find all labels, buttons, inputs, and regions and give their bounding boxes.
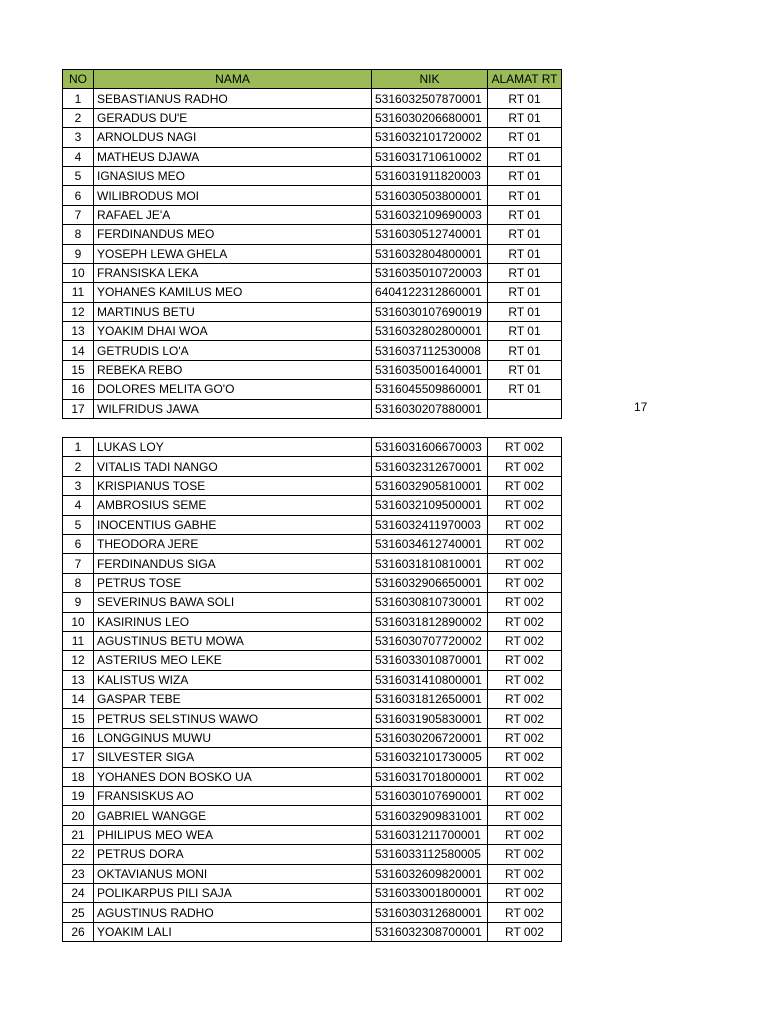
row-nama: ARNOLDUS NAGI — [94, 128, 372, 147]
row-nama: REBEKA REBO — [94, 360, 372, 379]
table-row — [63, 883, 562, 902]
table-row — [63, 205, 562, 224]
row-nik: 5316031410800001 — [372, 670, 488, 689]
row-alamat-rt: RT 002 — [488, 515, 562, 534]
row-no: 21 — [63, 825, 94, 844]
row-no: 4 — [63, 147, 94, 166]
row-nik: 5316032308700001 — [372, 922, 488, 941]
row-nama: GETRUDIS LO'A — [94, 341, 372, 360]
row-nik: 5316032101730005 — [372, 748, 488, 767]
table-row — [63, 651, 562, 670]
row-no: 23 — [63, 864, 94, 883]
table-row — [63, 341, 562, 360]
row-no: 13 — [63, 322, 94, 341]
row-no: 20 — [63, 806, 94, 825]
row-nama: VITALIS TADI NANGO — [94, 457, 372, 476]
row-nama: ASTERIUS MEO LEKE — [94, 651, 372, 670]
row-nik: 5316032609820001 — [372, 864, 488, 883]
row-no: 13 — [63, 670, 94, 689]
row-nik: 5316045509860001 — [372, 380, 488, 399]
row-alamat-rt: RT 01 — [488, 108, 562, 127]
table-row — [63, 864, 562, 883]
row-nik: 5316037112530008 — [372, 341, 488, 360]
table-row — [63, 457, 562, 476]
row-nama: WILFRIDUS JAWA — [94, 399, 372, 418]
row-nik: 5316032507870001 — [372, 89, 488, 108]
row-alamat-rt: RT 01 — [488, 186, 562, 205]
header-nik: NIK — [372, 70, 488, 89]
row-no: 12 — [63, 302, 94, 321]
table-row — [63, 302, 562, 321]
table-row — [63, 709, 562, 728]
row-no: 10 — [63, 263, 94, 282]
row-nama: MARTINUS BETU — [94, 302, 372, 321]
table-row — [63, 89, 562, 108]
row-no: 11 — [63, 283, 94, 302]
rt002-table — [62, 437, 562, 942]
row-nama: POLIKARPUS PILI SAJA — [94, 883, 372, 902]
row-nama: YOSEPH LEWA GHELA — [94, 244, 372, 263]
table-row — [63, 225, 562, 244]
row-no: 4 — [63, 496, 94, 515]
table-row — [63, 360, 562, 379]
row-nik: 5316030312680001 — [372, 903, 488, 922]
row-nik: 5316031606670003 — [372, 438, 488, 457]
row-nama: THEODORA JERE — [94, 534, 372, 553]
row-alamat-rt: RT 01 — [488, 360, 562, 379]
row-alamat-rt: RT 01 — [488, 166, 562, 185]
header-row — [63, 70, 562, 89]
row-nik: 5316030107690001 — [372, 787, 488, 806]
table-row — [63, 263, 562, 282]
row-nik: 5316030207880001 — [372, 399, 488, 418]
table-row — [63, 128, 562, 147]
row-nama: PETRUS TOSE — [94, 573, 372, 592]
row-no: 10 — [63, 612, 94, 631]
row-nama: SEBASTIANUS RADHO — [94, 89, 372, 108]
row-no: 2 — [63, 457, 94, 476]
row-nik: 5316031911820003 — [372, 166, 488, 185]
row-no: 14 — [63, 690, 94, 709]
table-row — [63, 399, 562, 418]
row-alamat-rt: RT 01 — [488, 147, 562, 166]
row-nama: OKTAVIANUS MONI — [94, 864, 372, 883]
row-no: 15 — [63, 360, 94, 379]
table-row — [63, 728, 562, 747]
row-nama: IGNASIUS MEO — [94, 166, 372, 185]
row-nik: 5316031701800001 — [372, 767, 488, 786]
row-nama: SILVESTER SIGA — [94, 748, 372, 767]
row-no: 6 — [63, 186, 94, 205]
row-alamat-rt: RT 002 — [488, 767, 562, 786]
row-nik: 5316031812890002 — [372, 612, 488, 631]
row-nama: MATHEUS DJAWA — [94, 147, 372, 166]
row-no: 11 — [63, 631, 94, 650]
row-nama: SEVERINUS BAWA SOLI — [94, 593, 372, 612]
row-nik: 5316033010870001 — [372, 651, 488, 670]
header-alamat-rt: ALAMAT RT — [488, 70, 562, 89]
row-nama: LONGGINUS MUWU — [94, 728, 372, 747]
row-no: 3 — [63, 476, 94, 495]
row-nik: 5316032411970003 — [372, 515, 488, 534]
row-alamat-rt: RT 002 — [488, 612, 562, 631]
row-alamat-rt: RT 002 — [488, 922, 562, 941]
row-no: 8 — [63, 573, 94, 592]
table-row — [63, 515, 562, 534]
row-nik: 5316032312670001 — [372, 457, 488, 476]
table-row — [63, 476, 562, 495]
row-no: 5 — [63, 166, 94, 185]
table-row — [63, 767, 562, 786]
row-alamat-rt: RT 01 — [488, 380, 562, 399]
row-no: 2 — [63, 108, 94, 127]
header-no: NO — [63, 70, 94, 89]
row-no: 19 — [63, 787, 94, 806]
row-alamat-rt: RT 002 — [488, 883, 562, 902]
row-no: 16 — [63, 380, 94, 399]
row-nama: GASPAR TEBE — [94, 690, 372, 709]
row-no: 18 — [63, 767, 94, 786]
row-nik: 5316030707720002 — [372, 631, 488, 650]
row-nik: 5316030206720001 — [372, 728, 488, 747]
row-nama: FRANSISKUS AO — [94, 787, 372, 806]
table-row — [63, 322, 562, 341]
row-alamat-rt: RT 002 — [488, 845, 562, 864]
row-no: 26 — [63, 922, 94, 941]
row-no: 7 — [63, 554, 94, 573]
row-nik: 5316031211700001 — [372, 825, 488, 844]
table-row — [63, 108, 562, 127]
row-no: 15 — [63, 709, 94, 728]
row-alamat-rt: RT 002 — [488, 631, 562, 650]
table-row — [63, 748, 562, 767]
row-no: 7 — [63, 205, 94, 224]
row-nama: LUKAS LOY — [94, 438, 372, 457]
row-no: 12 — [63, 651, 94, 670]
table-row — [63, 806, 562, 825]
row-alamat-rt: RT 01 — [488, 205, 562, 224]
row-alamat-rt: RT 002 — [488, 438, 562, 457]
row-no: 3 — [63, 128, 94, 147]
row-alamat-rt: RT 002 — [488, 457, 562, 476]
row-nama: YOHANES DON BOSKO UA — [94, 767, 372, 786]
row-nama: YOAKIM DHAI WOA — [94, 322, 372, 341]
row-nama: WILIBRODUS MOI — [94, 186, 372, 205]
row-nik: 5316031812650001 — [372, 690, 488, 709]
row-nik: 5316032109690003 — [372, 205, 488, 224]
table-row — [63, 573, 562, 592]
row-nama: YOAKIM LALI — [94, 922, 372, 941]
row-nama: AMBROSIUS SEME — [94, 496, 372, 515]
row-nama: KALISTUS WIZA — [94, 670, 372, 689]
row-nama: GABRIEL WANGGE — [94, 806, 372, 825]
row-nik: 5316034612740001 — [372, 534, 488, 553]
row-alamat-rt: RT 002 — [488, 864, 562, 883]
row-no: 24 — [63, 883, 94, 902]
row-alamat-rt: RT 002 — [488, 573, 562, 592]
row-no: 8 — [63, 225, 94, 244]
row-nik: 5316033112580005 — [372, 845, 488, 864]
row-no: 22 — [63, 845, 94, 864]
rt002-table-body — [63, 438, 562, 942]
row-nik: 5316035010720003 — [372, 263, 488, 282]
row-nik: 5316030512740001 — [372, 225, 488, 244]
table-row — [63, 283, 562, 302]
row-nik: 6404122312860001 — [372, 283, 488, 302]
row-alamat-rt: RT 002 — [488, 709, 562, 728]
row-alamat-rt: RT 002 — [488, 651, 562, 670]
row-alamat-rt: RT 002 — [488, 748, 562, 767]
row-nama: YOHANES KAMILUS MEO — [94, 283, 372, 302]
row-no: 16 — [63, 728, 94, 747]
row-nik: 5316030107690019 — [372, 302, 488, 321]
row-no: 6 — [63, 534, 94, 553]
row-no: 25 — [63, 903, 94, 922]
row-alamat-rt: RT 01 — [488, 283, 562, 302]
table-row — [63, 166, 562, 185]
row-nik: 5316031810810001 — [372, 554, 488, 573]
row-nama: FERDINANDUS SIGA — [94, 554, 372, 573]
table-row — [63, 690, 562, 709]
row-nama: KASIRINUS LEO — [94, 612, 372, 631]
row-nik: 5316032101720002 — [372, 128, 488, 147]
row-nama: PETRUS DORA — [94, 845, 372, 864]
row-no: 17 — [63, 748, 94, 767]
row-alamat-rt — [488, 399, 562, 418]
row-no: 5 — [63, 515, 94, 534]
row-alamat-rt: RT 002 — [488, 593, 562, 612]
row-alamat-rt: RT 01 — [488, 244, 562, 263]
table-row — [63, 922, 562, 941]
row-no: 14 — [63, 341, 94, 360]
row-nama: FRANSISKA LEKA — [94, 263, 372, 282]
side-count: 17 — [634, 400, 648, 414]
row-nik: 5316032109500001 — [372, 496, 488, 515]
row-nama: KRISPIANUS TOSE — [94, 476, 372, 495]
row-alamat-rt: RT 002 — [488, 787, 562, 806]
row-nama: INOCENTIUS GABHE — [94, 515, 372, 534]
row-nama: PHILIPUS MEO WEA — [94, 825, 372, 844]
table-row — [63, 845, 562, 864]
row-nama: DOLORES MELITA GO'O — [94, 380, 372, 399]
row-alamat-rt: RT 01 — [488, 128, 562, 147]
row-alamat-rt: RT 002 — [488, 903, 562, 922]
row-nik: 5316032909831001 — [372, 806, 488, 825]
row-alamat-rt: RT 01 — [488, 89, 562, 108]
row-alamat-rt: RT 01 — [488, 302, 562, 321]
table-row — [63, 593, 562, 612]
row-alamat-rt: RT 002 — [488, 670, 562, 689]
row-alamat-rt: RT 002 — [488, 496, 562, 515]
row-alamat-rt: RT 002 — [488, 825, 562, 844]
row-alamat-rt: RT 002 — [488, 534, 562, 553]
table-row — [63, 147, 562, 166]
table-row — [63, 534, 562, 553]
rt01-table-body — [63, 89, 562, 419]
row-nik: 5316031905830001 — [372, 709, 488, 728]
row-nik: 5316032905810001 — [372, 476, 488, 495]
row-nama: GERADUS DU'E — [94, 108, 372, 127]
row-nama: FERDINANDUS MEO — [94, 225, 372, 244]
table-row — [63, 244, 562, 263]
table-row — [63, 787, 562, 806]
table-row — [63, 825, 562, 844]
row-nama: AGUSTINUS RADHO — [94, 903, 372, 922]
rt01-table — [62, 69, 562, 419]
table-row — [63, 438, 562, 457]
table-row — [63, 380, 562, 399]
table-row — [63, 186, 562, 205]
header-nama: NAMA — [94, 70, 372, 89]
row-no: 9 — [63, 593, 94, 612]
table-row — [63, 496, 562, 515]
row-no: 1 — [63, 89, 94, 108]
table-row — [63, 903, 562, 922]
row-alamat-rt: RT 002 — [488, 806, 562, 825]
row-no: 17 — [63, 399, 94, 418]
row-alamat-rt: RT 01 — [488, 225, 562, 244]
row-nik: 5316033001800001 — [372, 883, 488, 902]
row-nik: 5316032802800001 — [372, 322, 488, 341]
table-row — [63, 612, 562, 631]
row-nama: RAFAEL JE'A — [94, 205, 372, 224]
row-no: 9 — [63, 244, 94, 263]
table-row — [63, 670, 562, 689]
row-nik: 5316032804800001 — [372, 244, 488, 263]
table-row — [63, 554, 562, 573]
row-no: 1 — [63, 438, 94, 457]
row-alamat-rt: RT 002 — [488, 728, 562, 747]
row-alamat-rt: RT 002 — [488, 554, 562, 573]
row-nik: 5316031710610002 — [372, 147, 488, 166]
row-nama: AGUSTINUS BETU MOWA — [94, 631, 372, 650]
row-nik: 5316030810730001 — [372, 593, 488, 612]
table-row — [63, 631, 562, 650]
row-alamat-rt: RT 002 — [488, 690, 562, 709]
row-alamat-rt: RT 01 — [488, 341, 562, 360]
row-alamat-rt: RT 002 — [488, 476, 562, 495]
row-nik: 5316035001640001 — [372, 360, 488, 379]
row-alamat-rt: RT 01 — [488, 263, 562, 282]
row-alamat-rt: RT 01 — [488, 322, 562, 341]
row-nik: 5316030206680001 — [372, 108, 488, 127]
row-nik: 5316030503800001 — [372, 186, 488, 205]
row-nik: 5316032906650001 — [372, 573, 488, 592]
row-nama: PETRUS SELSTINUS WAWO — [94, 709, 372, 728]
